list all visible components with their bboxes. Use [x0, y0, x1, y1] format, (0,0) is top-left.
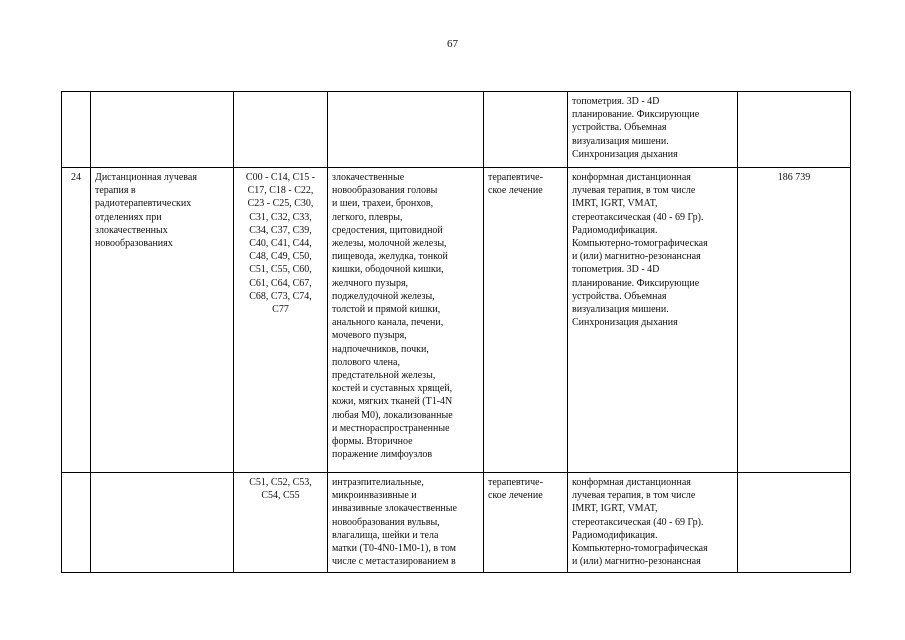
table-row	[62, 473, 851, 573]
treatment-type-cell: терапевтиче- ское лечение	[484, 168, 568, 473]
services-table	[61, 91, 851, 573]
treatment-type-cell	[484, 473, 568, 573]
service-name-cell: Дистанционная лучевая терапия в радиотерапевтических отделениях при злокачественных новообразованиях	[91, 168, 234, 473]
service-name-cell	[91, 92, 234, 168]
price-cell: 186 739	[738, 168, 851, 473]
patient-model-cell	[328, 473, 484, 573]
table-row	[62, 168, 851, 473]
patient-model-text: интраэпителиальные, микроинвазивные и инвазивные злокачественные новообразования вульвы, влагалища, шейки и тела матки (T0-4N0-1M0-1), в том числе с метастазированием в	[332, 477, 457, 568]
service-name-text	[95, 476, 229, 572]
treatment-method-cell: конформная дистанционная лучевая терапия, в том числе IMRT, IGRT, VMAT, стереотаксическая (40 - 69 Гр). Радиомодификация. Компьютерно-томографическая и (или) магнитно-резонансная топометрия. 3D - 4D планирование. Фиксирующие устройства. Объемная визуализация мишени. Синхронизация дыхания	[568, 168, 738, 473]
row-number-cell	[62, 92, 91, 168]
price-text	[742, 476, 846, 572]
price-cell	[738, 92, 851, 168]
icd-codes-cell: C00 - C14, C15 - C17, C18 - C22, C23 - C25, C30, C31, C32, C33, C34, C37, C39, C40, C41, C44, C48, C49, C50, C51, C55, C60, C61, C64, C67, C68, C73, C74, C77	[234, 168, 328, 473]
treatment-method-text: конформная дистанционная лучевая терапия, в том числе IMRT, IGRT, VMAT, стереотаксическая (40 - 69 Гр). Радиомодификация. Компьютерно-томографическая и (или) магнитно-резонансная	[572, 477, 708, 568]
treatment-type-text: терапевтиче- ское лечение	[488, 477, 543, 502]
row-number-text	[66, 476, 86, 572]
treatment-method-cell: топометрия. 3D - 4D планирование. Фиксирующие устройства. Объемная визуализация мишени. Синхронизация дыхания	[568, 92, 738, 168]
page-number: 67	[447, 38, 458, 50]
row-number-cell	[62, 473, 91, 573]
treatment-method-cell	[568, 473, 738, 573]
treatment-type-cell	[484, 92, 568, 168]
patient-model-cell: злокачественные новообразования головы и шеи, трахеи, бронхов, легкого, плевры, средостения, щитовидной железы, молочной железы, пищевода, желудка, тонкой кишки, ободочной кишки, желчного пузыря, поджелудочной железы, толстой и прямой кишки, анального канала, печени, мочевого пузыря, надпочечников, почки, полового члена, предстательной железы, костей и суставных хрящей, кожи, мягких тканей (T1-4N любая M0), локализованные и местнораспространенные формы. Вторичное поражение лимфоузлов	[328, 168, 484, 473]
row-number-cell: 24	[62, 168, 91, 473]
price-cell	[738, 473, 851, 573]
icd-codes-text: C51, C52, C53, C54, C55	[249, 477, 312, 502]
patient-model-cell	[328, 92, 484, 168]
table-row	[62, 92, 851, 168]
service-name-cell	[91, 473, 234, 573]
icd-codes-cell	[234, 92, 328, 168]
icd-codes-cell	[234, 473, 328, 573]
